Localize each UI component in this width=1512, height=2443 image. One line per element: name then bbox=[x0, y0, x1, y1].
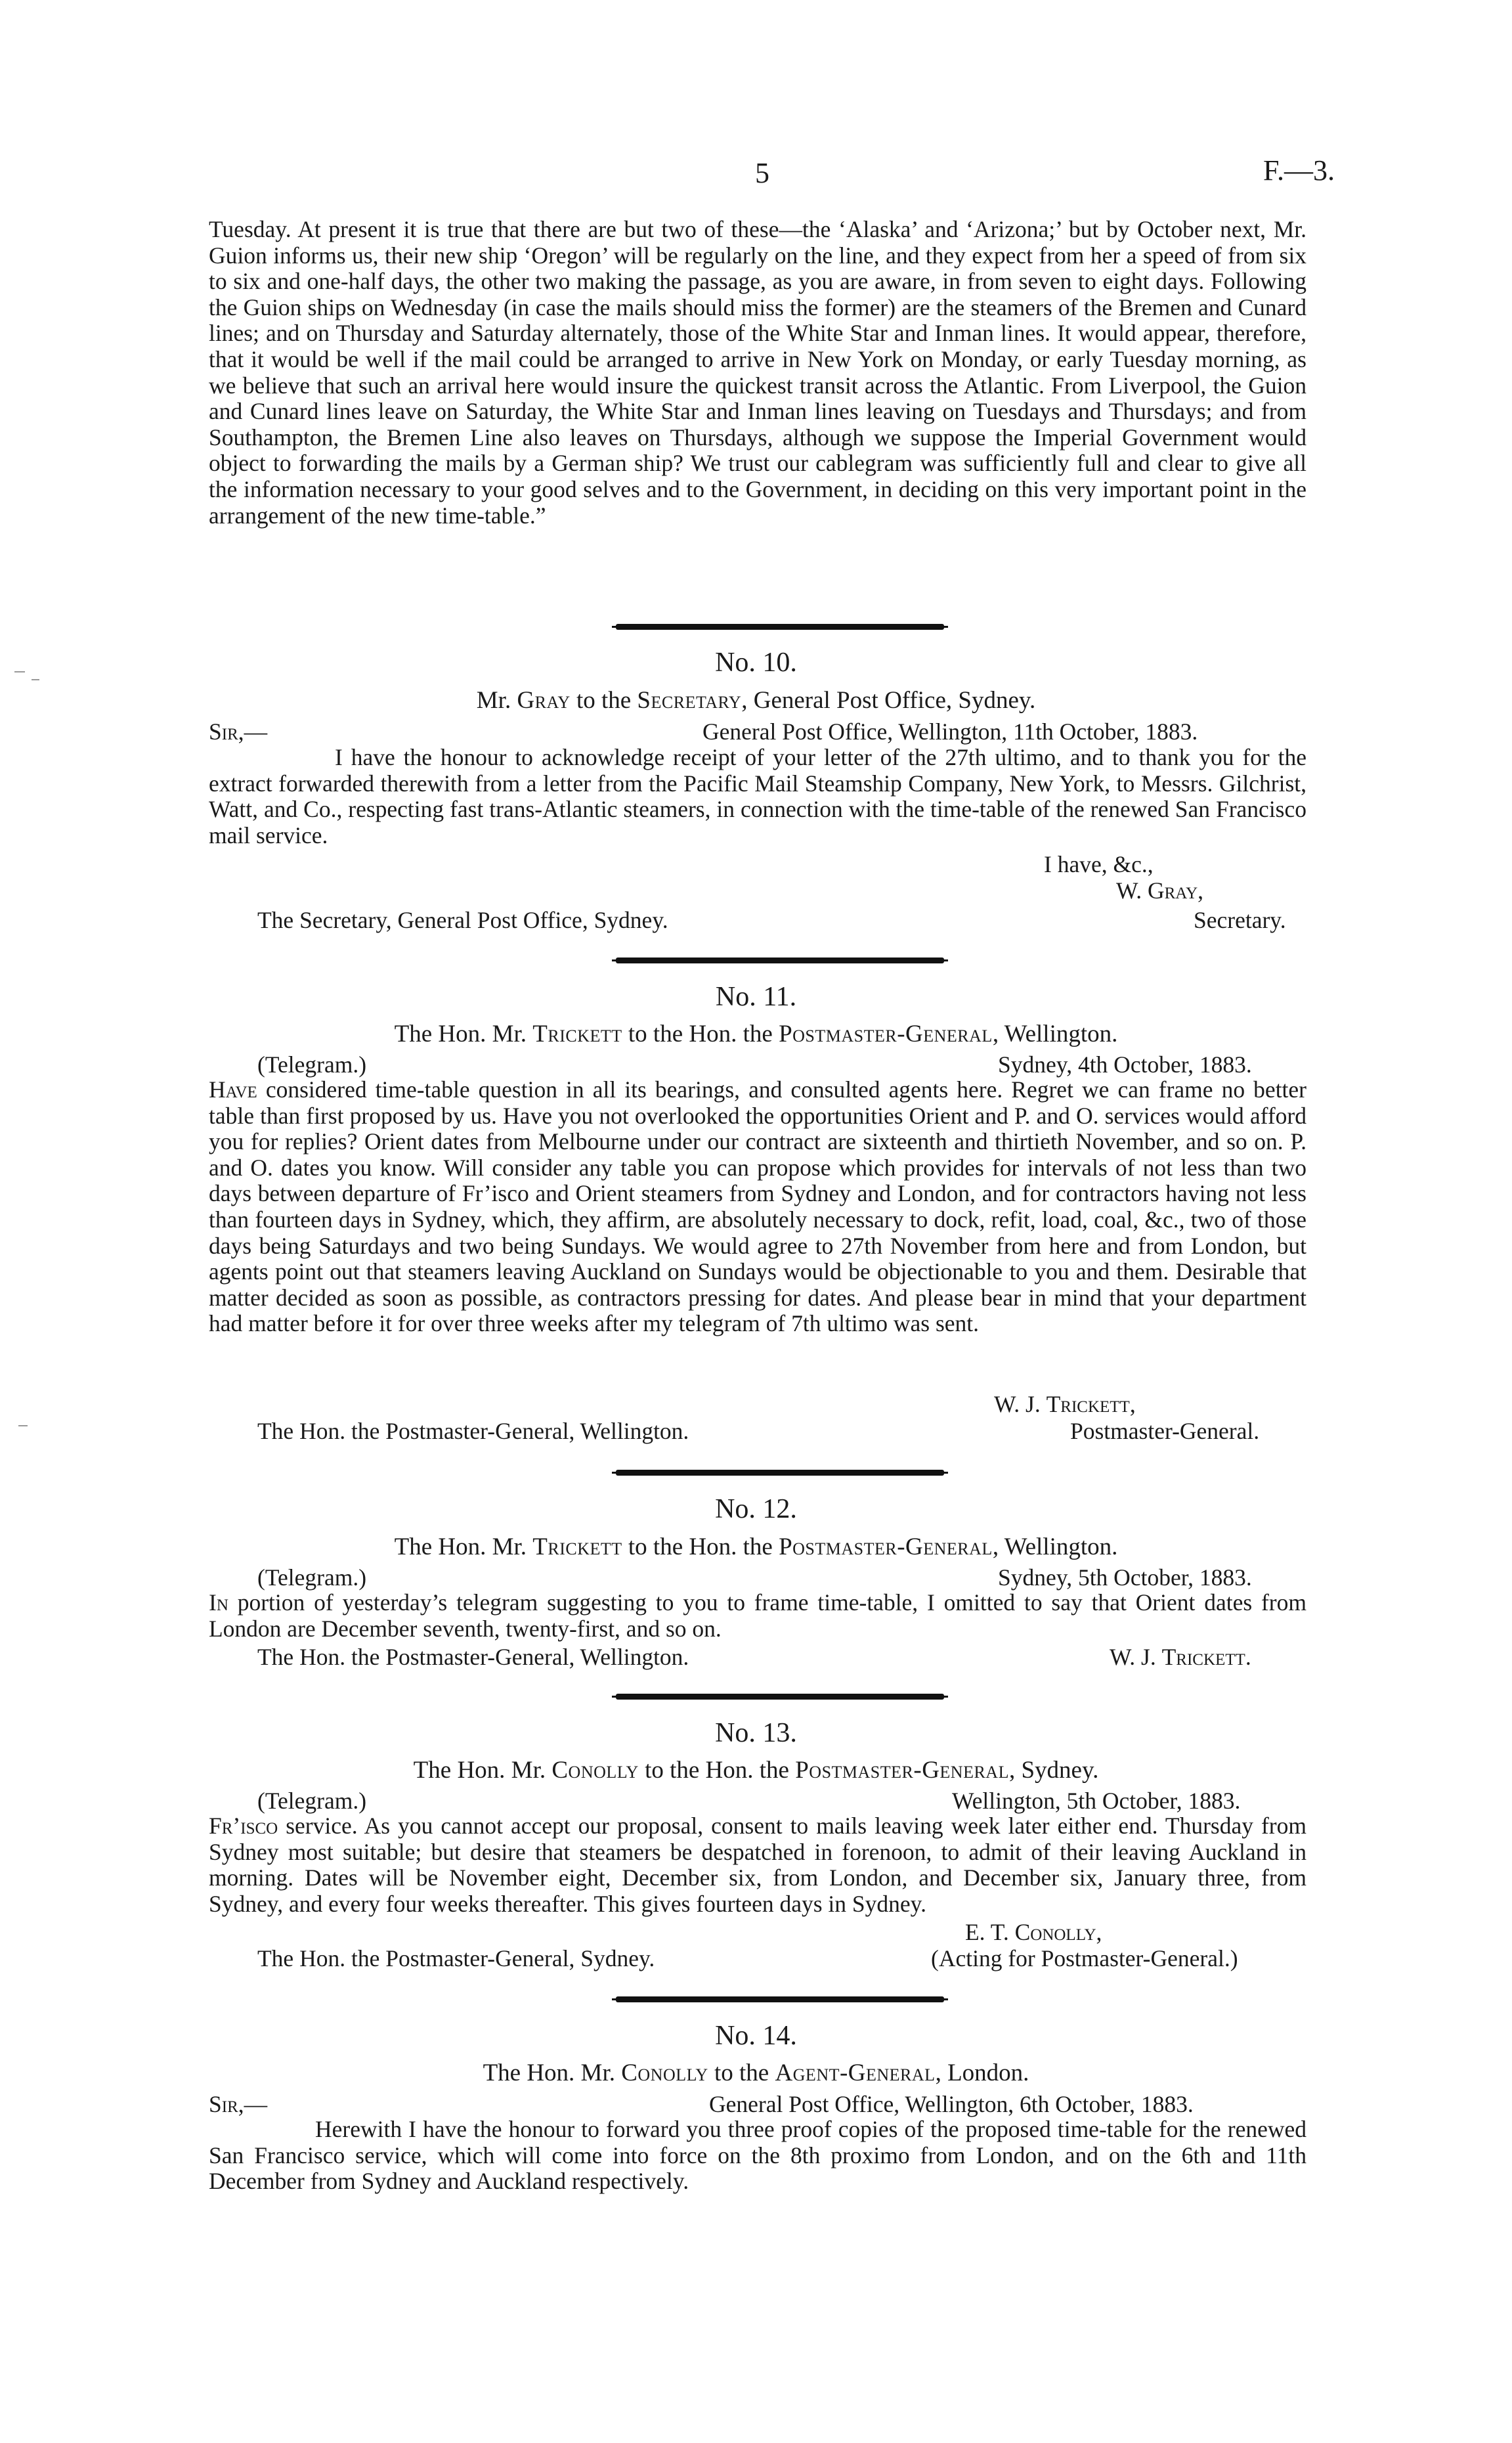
place-date: Sydney, 4th October, 1883. bbox=[998, 1051, 1252, 1078]
addressee: The Hon. the Postmaster-General, Wellington. bbox=[257, 1644, 689, 1670]
letter-number-10: No. 10. bbox=[715, 648, 797, 678]
letter-number-12: No. 12. bbox=[715, 1494, 797, 1524]
scan-mark bbox=[32, 679, 39, 680]
addressee: The Hon. the Postmaster-General, Wellington. bbox=[257, 1418, 689, 1444]
section-divider bbox=[616, 624, 944, 630]
section-divider bbox=[616, 1470, 944, 1476]
letter-title-11: The Hon. Mr. Trickett to the Hon. the Postmaster-General, Wellington. bbox=[394, 1021, 1118, 1047]
letter-body-13 bbox=[209, 1813, 1307, 1917]
place-date: Sydney, 5th October, 1883. bbox=[998, 1564, 1252, 1591]
letter-title-10: Mr. Gray to the Secretary, General Post Office, Sydney. bbox=[476, 687, 1036, 714]
page-number: 5 bbox=[755, 157, 769, 189]
body-paragraph: Have considered time-table question in all its bearings, and consulted agents here. Regret we can frame no better table than first proposed by us. Have you not overlooked the opportunities Orient and P. and O. services would afford you for replies? Orient dates from Melbourne under our contract are sixteenth and thirtieth November, and so on. P. and O. dates you know. Will consider any table you can propose which provides for intervals of not less than two days between departure of Fr’isco and Orient steamers from Sydney and London, and for contractors having not less than fourteen days in Sydney, which, they affirm, are absolutely necessary to dock, refit, load, coal, &c., two of those days being Saturdays and two being Sundays. We would agree to 27th November from here and from London, but agents point out that steamers leaving Auckland on Sundays would be objectionable to you and them. Desirable that matter decided as soon as possible, as contractors pressing for dates. And please bear in mind that your department had matter before it for over three weeks after my telegram of 7th ultimo was sent. bbox=[209, 1076, 1307, 1337]
continuation-paragraph: Tuesday. At present it is true that there are but two of these—the ‘Alaska’ and ‘Arizona;’ but by October next, Mr. Guion informs us, their new ship ‘Oregon’ will be regularly on the line, and they expect from her a speed of from six to six and one-half days, the other two making the passage, as you are aware, in from seven to eight days. Following the Guion ships on Wednesday (in case the mails should miss the former) are the steamers of the Bremen and Cunard lines; and on Thursday and Saturday alternately, those of the White Star and Inman lines. It would appear, therefore, that it would be well if the mail could be arranged to arrive in New York on Monday, or early Tuesday morning, as we believe that such an arrival here would insure the quickest transit across the Atlantic. From Liverpool, the Guion and Cunard lines leave on Saturday, the White Star and Inman lines leaving on Tuesdays and Thursdays; and from Southampton, the Bremen Line also leaves on Thursdays, although we suppose the Imperial Government would object to forwarding the mails by a German ship? We trust our cablegram was sufficiently full and clear to give all the information necessary to your good selves and to the Government, in deciding on this very important point in the arrangement of the new time-table.” bbox=[209, 216, 1307, 529]
letter-title-12: The Hon. Mr. Trickett to the Hon. the Postmaster-General, Wellington. bbox=[394, 1533, 1118, 1560]
salutation: Sir,— bbox=[209, 718, 268, 745]
letter-body-11 bbox=[209, 1077, 1307, 1337]
place-date: Wellington, 5th October, 1883. bbox=[952, 1788, 1241, 1814]
letter-number-11: No. 11. bbox=[715, 982, 797, 1012]
place-date: General Post Office, Wellington, 11th October, 1883. bbox=[702, 718, 1198, 745]
section-divider bbox=[616, 1996, 944, 2002]
scan-mark bbox=[14, 671, 25, 672]
signatory-title: (Acting for Postmaster-General.) bbox=[931, 1945, 1238, 1971]
addressee: The Hon. the Postmaster-General, Sydney. bbox=[257, 1945, 655, 1971]
body-paragraph: In portion of yesterday’s telegram suggesting to you to frame time-table, I omitted to say that Orient dates from London are December seventh, twenty-first, and so on. bbox=[209, 1589, 1307, 1642]
section-divider bbox=[616, 1694, 944, 1700]
closing: I have, &c., bbox=[1044, 851, 1154, 877]
body-paragraph: Fr’isco service. As you cannot accept our proposal, consent to mails leaving week later either end. Thursday from Sydney most suitable; but desire that steamers be despatched in forenoon, to admit of their leaving Auckland in morning. Dates will be November eight, December six, from London, and December six, January three, from Sydney, and every four weeks thereafter. This gives fourteen days in Sydney. bbox=[209, 1813, 1307, 1917]
addressee: The Secretary, General Post Office, Sydney. bbox=[257, 907, 668, 933]
salutation: Sir,— bbox=[209, 2091, 268, 2117]
signature: W. Gray, bbox=[1116, 877, 1204, 904]
signature: W. J. Trickett. bbox=[1110, 1644, 1251, 1670]
place-date: General Post Office, Wellington, 6th October, 1883. bbox=[709, 2091, 1194, 2117]
signature: W. J. Trickett, bbox=[994, 1391, 1136, 1417]
paper-reference: F.—3. bbox=[1263, 154, 1335, 187]
telegram-label: (Telegram.) bbox=[257, 1051, 367, 1078]
scan-mark bbox=[18, 1425, 28, 1426]
letter-title-13: The Hon. Mr. Conolly to the Hon. the Postmaster-General, Sydney. bbox=[413, 1757, 1099, 1784]
letter-body-12 bbox=[209, 1590, 1307, 1642]
body-paragraph: Herewith I have the honour to forward you three proof copies of the proposed time-table for the renewed San Francisco service, which will come into force on the 8th proximo from London, and on the 6th and 11th December from Sydney and Auckland respectively. bbox=[209, 2116, 1307, 2195]
letter-body-14 bbox=[209, 2117, 1307, 2195]
letter-number-13: No. 13. bbox=[715, 1718, 797, 1748]
letter-body-10 bbox=[209, 745, 1307, 848]
signatory-title: Secretary. bbox=[1194, 907, 1286, 933]
letter-number-14: No. 14. bbox=[715, 2021, 797, 2051]
letter-title-14: The Hon. Mr. Conolly to the Agent-General, London. bbox=[483, 2059, 1029, 2086]
section-divider bbox=[616, 957, 944, 963]
body-paragraph: I have the honour to acknowledge receipt of your letter of the 27th ultimo, and to thank you for the extract forwarded therewith from a letter from the Pacific Mail Steamship Company, New York, to Messrs. Gilchrist, Watt, and Co., respecting fast trans-Atlantic steamers, in connection with the time-table of the renewed San Francisco mail service. bbox=[209, 744, 1307, 848]
continuation-section bbox=[209, 217, 1307, 529]
signature: E. T. Conolly, bbox=[965, 1919, 1102, 1945]
signatory-title: Postmaster-General. bbox=[1070, 1418, 1260, 1444]
telegram-label: (Telegram.) bbox=[257, 1564, 367, 1591]
telegram-label: (Telegram.) bbox=[257, 1788, 367, 1814]
